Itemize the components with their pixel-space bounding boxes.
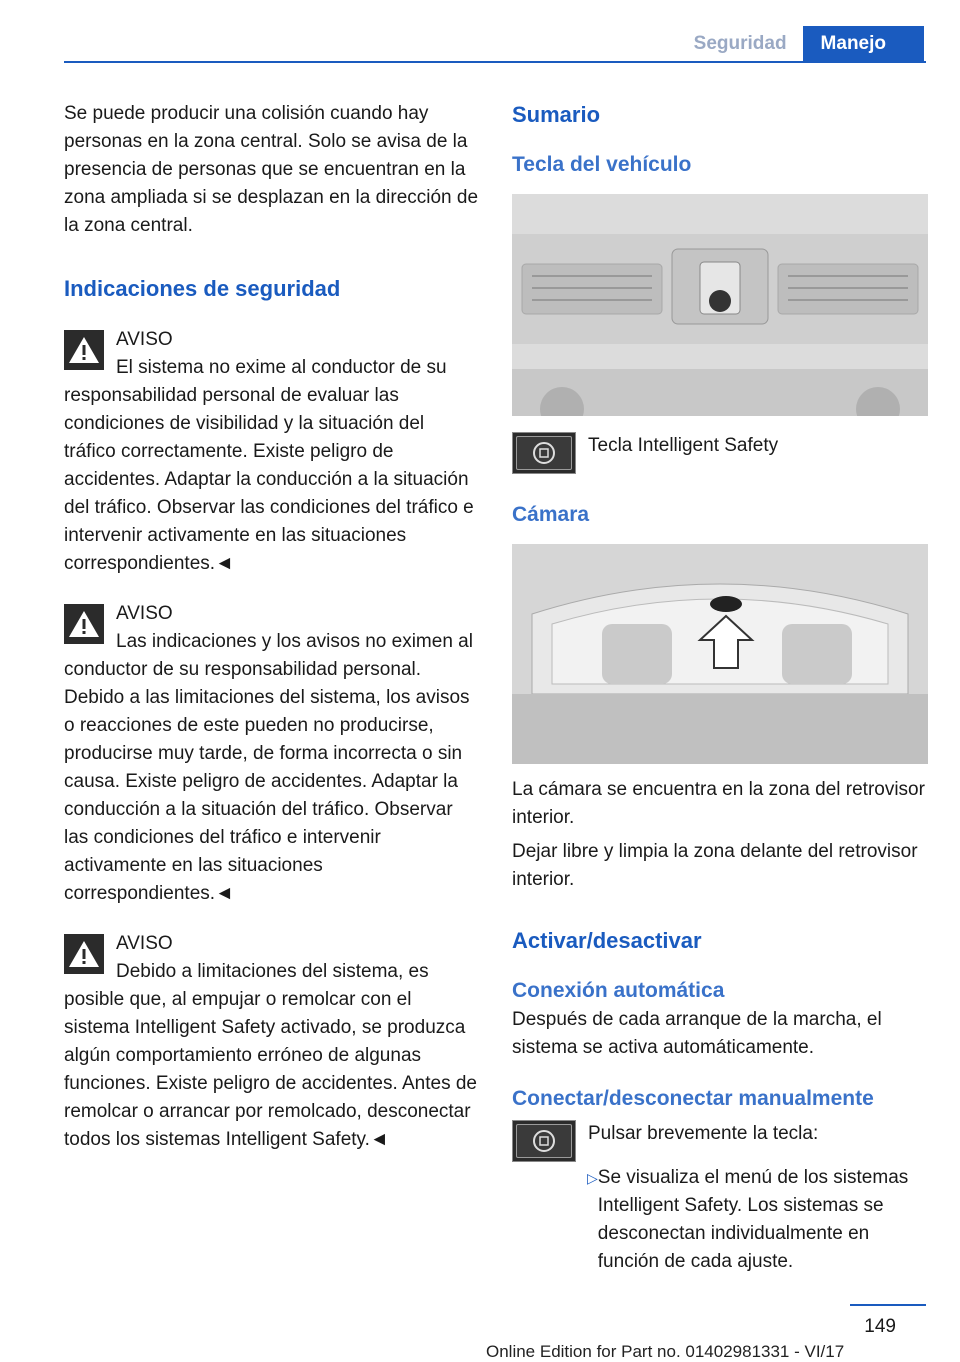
auto-heading: Conexión automática (512, 979, 725, 1002)
warning-3 (64, 930, 480, 1154)
safety-heading: Indicaciones de seguridad (64, 276, 341, 301)
tecla-label: Tecla Intelligent Safety (588, 435, 779, 456)
header-section: Seguridad (693, 33, 787, 54)
tecla-heading: Tecla del vehículo (512, 153, 692, 176)
warning-body: El sistema no exime al conductor de su responsabilidad personal de evaluar las condiciones de visibilidad y la situación del tráfico correctamente. Existe peligro de accidentes. Adaptar la conducción a la situación del tráfico. Observar las condiciones del tráfico e intervenir activamente en las situaciones correspondientes.◄ (64, 357, 474, 574)
camara-paragraph-2: Dejar libre y limpia la zona delante del retrovisor interior. (512, 841, 918, 890)
sumario-heading: Sumario (512, 102, 601, 127)
vehicle-button-illustration (512, 194, 928, 416)
warning-icon (64, 604, 104, 644)
warning-2 (64, 600, 480, 908)
list-item-text: Se visualiza el menú de los sistemas Intelligent Safety. Los sistemas se desconectan individualmente en función de cada ajuste. (597, 1167, 909, 1272)
manual-row (512, 1120, 928, 1162)
warning-title: AVISO (116, 603, 173, 624)
header-rule (64, 61, 926, 63)
tecla-row (512, 432, 928, 474)
warning-title: AVISO (116, 933, 173, 954)
manual-heading: Conectar/desconectar manualmente (512, 1087, 874, 1110)
list-item (587, 1164, 928, 1276)
warning-body: Las indicaciones y los avisos no eximen al conductor de su responsabilidad personal. Debido a las limitaciones del sistema, los avisos o reacciones de este pueden no producirse, producirse muy tarde, de forma incorrecta o sin causa. Existe peligro de accidentes. Adaptar la conducción a la situación del tráfico. Observar las condiciones del tráfico e intervenir activamente en las situaciones correspondientes.◄ (64, 631, 473, 904)
manual-instruction: Pulsar brevemente la tecla: (588, 1123, 819, 1144)
left-column (64, 100, 480, 1154)
camera-illustration (512, 544, 928, 764)
page-number: 149 (864, 1316, 896, 1337)
warning-icon (64, 330, 104, 370)
warning-1 (64, 326, 480, 578)
warning-body: Debido a limitaciones del sistema, es posible que, al empujar o remolcar con el sistema Intelligent Safety activado, se produzca algún comportamiento erróneo de algunas funciones. Existe peligro de accidentes. Antes de remolcar o arrancar por remolcado, desconectar todos los sistemas Intelligent Safety.◄ (64, 961, 477, 1150)
triangle-bullet-icon: ▷ (587, 1170, 598, 1186)
intelligent-safety-button-icon (512, 432, 576, 474)
camara-paragraph-1: La cámara se encuentra en la zona del retrovisor interior. (512, 779, 925, 828)
header-chapter: Manejo (803, 26, 924, 62)
intro-paragraph: Se puede producir una colisión cuando hay personas en la zona central. Solo se avisa de la presencia de personas que se encuentran en la zona ampliada si se desplazan en la dirección de la zona central. (64, 103, 479, 236)
right-column (512, 100, 928, 1276)
activar-heading: Activar/desactivar (512, 928, 702, 953)
page-header (678, 26, 924, 62)
auto-paragraph: Después de cada arranque de la marcha, el sistema se activa automáticamente. (512, 1009, 882, 1058)
footer-rule (850, 1304, 926, 1306)
edition-footer: Online Edition for Part no. 01402981331 - VI/17 (486, 1342, 845, 1361)
warning-icon (64, 934, 104, 974)
intelligent-safety-button-icon (512, 1120, 576, 1162)
warning-title: AVISO (116, 329, 173, 350)
camara-heading: Cámara (512, 503, 590, 526)
